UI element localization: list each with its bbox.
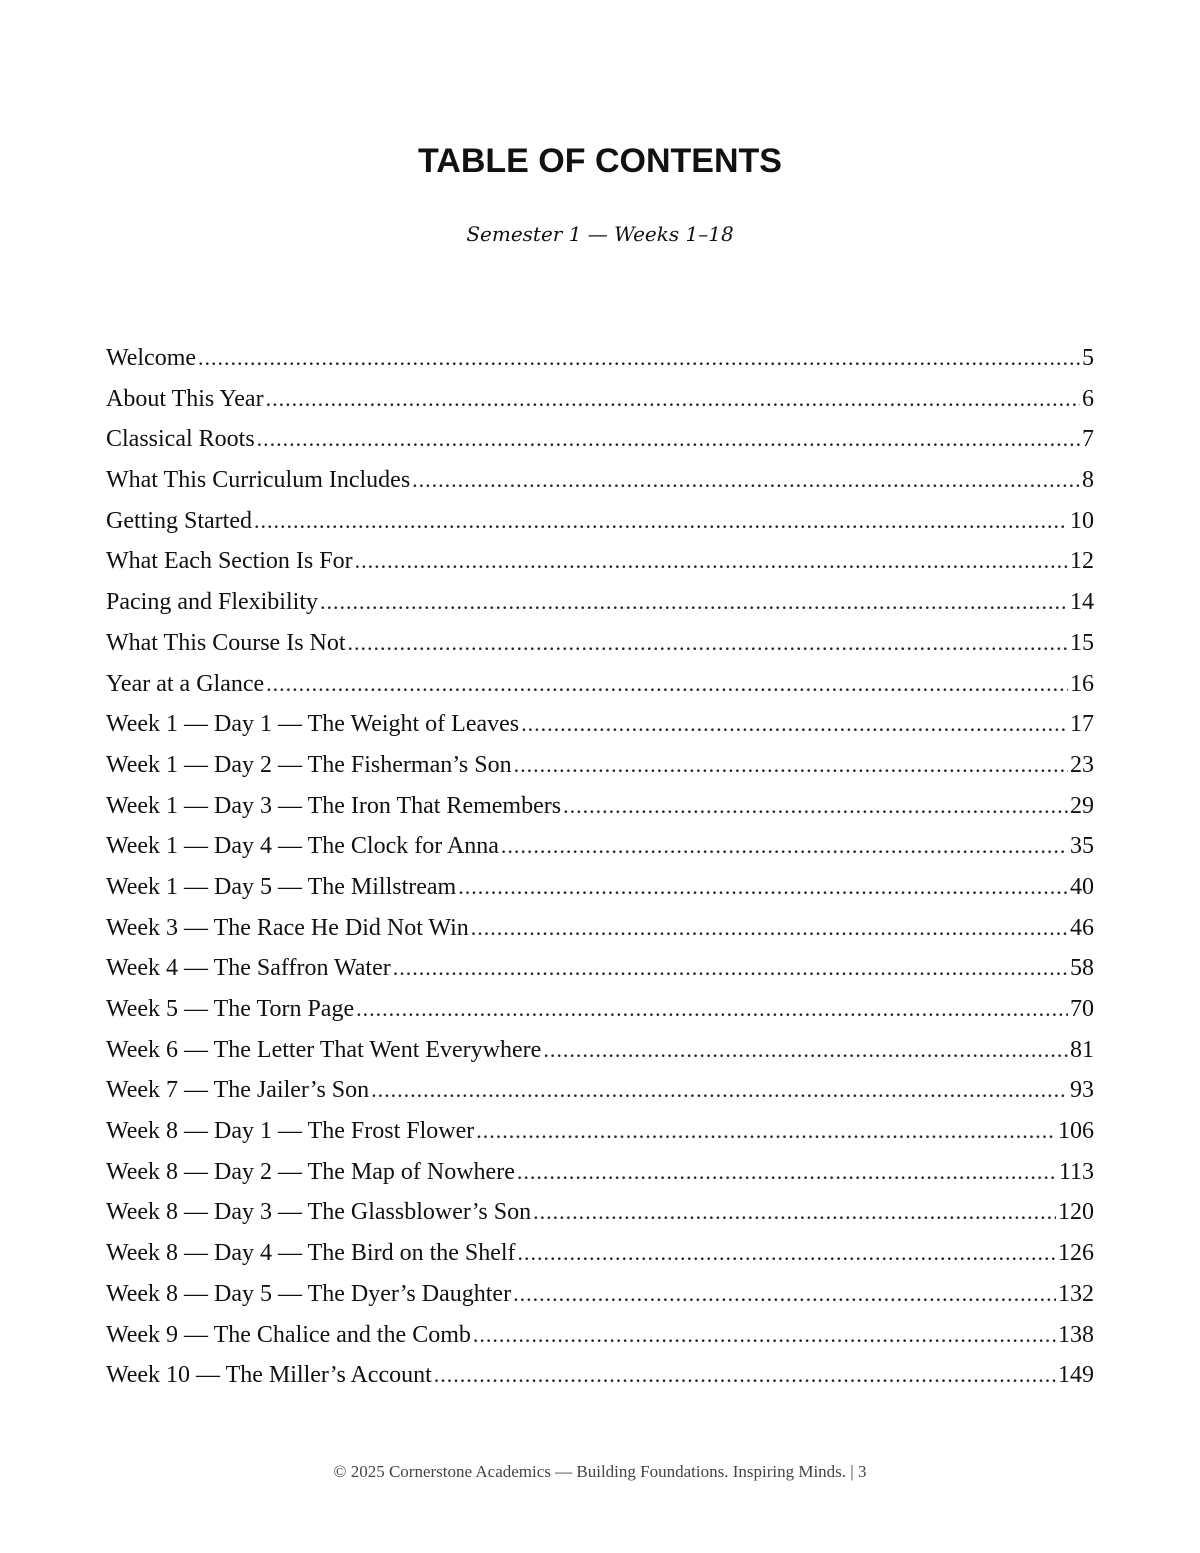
toc-entry[interactable] — [106, 1111, 1094, 1152]
toc-dot-leader — [257, 419, 1080, 460]
toc-entry-title: Classical Roots — [106, 426, 255, 453]
toc-entry-title: Week 1 — Day 3 — The Iron That Remembers — [106, 792, 562, 819]
toc-dot-leader — [517, 1152, 1057, 1193]
toc-entry-title: Week 8 — Day 2 — The Map of Nowhere — [106, 1158, 515, 1185]
toc-entry-page-number: 126 — [1058, 1240, 1094, 1267]
toc-entry-title: What This Curriculum Includes — [106, 467, 411, 494]
toc-entry[interactable] — [106, 1315, 1094, 1356]
toc-entry-title: Week 8 — Day 3 — The Glassblower’s Son — [106, 1199, 532, 1226]
toc-dot-leader — [434, 1355, 1056, 1396]
toc-dot-leader — [473, 1315, 1056, 1356]
toc-entry-title: Getting Started — [106, 507, 252, 534]
toc-dot-leader — [513, 1274, 1056, 1315]
toc-entry-page-number: 8 — [1082, 467, 1094, 494]
toc-entry[interactable] — [106, 989, 1094, 1030]
toc-entry-page-number: 14 — [1070, 589, 1094, 616]
toc-dot-leader — [476, 1111, 1056, 1152]
toc-entry[interactable] — [106, 908, 1094, 949]
toc-entry-page-number: 58 — [1070, 955, 1094, 982]
toc-entry-title: Week 10 — The Miller’s Account — [106, 1362, 432, 1389]
toc-entry[interactable] — [106, 1274, 1094, 1315]
toc-dot-leader — [412, 460, 1080, 501]
toc-entry-title: Week 8 — Day 5 — The Dyer’s Daughter — [106, 1280, 512, 1307]
toc-entry[interactable] — [106, 501, 1094, 542]
toc-dot-leader — [320, 582, 1068, 623]
page-subtitle: Semester 1 — Weeks 1–18 — [466, 222, 734, 246]
toc-entry-page-number: 132 — [1058, 1280, 1094, 1307]
toc-entry-title: Week 6 — The Letter That Went Everywhere — [106, 1036, 542, 1063]
toc-entry[interactable] — [106, 541, 1094, 582]
toc-entry-page-number: 35 — [1070, 833, 1094, 860]
toc-entry-page-number: 113 — [1058, 1158, 1094, 1185]
toc-entry-title: Week 7 — The Jailer’s Son — [106, 1077, 370, 1104]
toc-dot-leader — [543, 1030, 1068, 1071]
toc-entry[interactable] — [106, 1233, 1094, 1274]
toc-entry[interactable] — [106, 704, 1094, 745]
toc-entry[interactable] — [106, 745, 1094, 786]
toc-entry[interactable] — [106, 419, 1094, 460]
toc-entry-page-number: 23 — [1070, 751, 1094, 778]
toc-entry-title: Year at a Glance — [106, 670, 265, 697]
toc-entry-title: Week 1 — Day 1 — The Weight of Leaves — [106, 711, 520, 738]
toc-entry-page-number: 7 — [1082, 426, 1094, 453]
toc-dot-leader — [501, 826, 1068, 867]
toc-entry-page-number: 106 — [1058, 1118, 1094, 1145]
toc-entry-page-number: 149 — [1058, 1362, 1094, 1389]
toc-entry-page-number: 81 — [1070, 1036, 1094, 1063]
toc-entry-page-number: 15 — [1070, 629, 1094, 656]
toc-dot-leader — [533, 1192, 1056, 1233]
toc-dot-leader — [393, 948, 1068, 989]
toc-dot-leader — [198, 338, 1080, 379]
toc-entry-page-number: 12 — [1070, 548, 1094, 575]
toc-entry-page-number: 6 — [1082, 385, 1094, 412]
toc-entry[interactable] — [106, 379, 1094, 420]
toc-dot-leader — [518, 1233, 1056, 1274]
toc-entry[interactable] — [106, 1030, 1094, 1071]
toc-entry-page-number: 120 — [1058, 1199, 1094, 1226]
toc-entry[interactable] — [106, 948, 1094, 989]
toc-entry-page-number: 17 — [1070, 711, 1094, 738]
toc-dot-leader — [371, 1070, 1068, 1111]
toc-entry-page-number: 46 — [1070, 914, 1094, 941]
toc-entry-page-number: 138 — [1058, 1321, 1094, 1348]
toc-entry-title: Week 8 — Day 1 — The Frost Flower — [106, 1118, 475, 1145]
toc-entry-title: Week 1 — Day 4 — The Clock for Anna — [106, 833, 499, 860]
toc-dot-leader — [356, 989, 1068, 1030]
toc-entry-page-number: 10 — [1070, 507, 1094, 534]
toc-dot-leader — [563, 786, 1068, 827]
toc-dot-leader — [514, 745, 1068, 786]
toc-dot-leader — [355, 541, 1068, 582]
toc-entry-title: What Each Section Is For — [106, 548, 353, 575]
toc-entry[interactable] — [106, 867, 1094, 908]
toc-entry-page-number: 70 — [1070, 996, 1094, 1022]
toc-entry[interactable] — [106, 1355, 1094, 1396]
toc-entry-page-number: 40 — [1070, 873, 1094, 900]
toc-entry-title: What This Course Is Not — [106, 629, 346, 656]
toc-dot-leader — [254, 501, 1068, 542]
table-of-contents — [106, 338, 1094, 1396]
toc-entry-title: Week 8 — Day 4 — The Bird on the Shelf — [106, 1240, 516, 1267]
toc-entry-title: Week 1 — Day 5 — The Millstream — [106, 873, 457, 900]
toc-entry-title: About This Year — [106, 385, 264, 412]
toc-entry-page-number: 93 — [1070, 1077, 1094, 1104]
toc-entry-title: Pacing and Flexibility — [106, 589, 318, 616]
toc-entry[interactable] — [106, 1152, 1094, 1193]
toc-entry[interactable] — [106, 338, 1094, 379]
toc-entry-page-number: 29 — [1070, 792, 1094, 819]
toc-entry-page-number: 16 — [1070, 670, 1094, 697]
toc-entry-title: Week 1 — Day 2 — The Fisherman’s Son — [106, 751, 512, 778]
page-footer: © 2025 Cornerstone Academics — Building Foundations. Inspiring Minds. | 3 — [333, 1462, 867, 1481]
toc-entry-title: Welcome — [106, 345, 197, 371]
toc-entry[interactable] — [106, 623, 1094, 664]
toc-entry-title: Week 9 — The Chalice and the Comb — [106, 1321, 471, 1348]
toc-entry[interactable] — [106, 826, 1094, 867]
toc-entry-title: Week 4 — The Saffron Water — [106, 955, 391, 982]
toc-entry[interactable] — [106, 1192, 1094, 1233]
toc-entry[interactable] — [106, 460, 1094, 501]
toc-dot-leader — [348, 623, 1068, 664]
toc-dot-leader — [266, 379, 1080, 420]
toc-entry-title: Week 3 — The Race He Did Not Win — [106, 914, 469, 941]
toc-entry[interactable] — [106, 786, 1094, 827]
toc-entry-page-number: 5 — [1082, 345, 1094, 371]
toc-dot-leader — [471, 908, 1068, 949]
toc-entry[interactable] — [106, 582, 1094, 623]
page-title: TABLE OF CONTENTS — [418, 142, 782, 180]
toc-dot-leader — [458, 867, 1068, 908]
toc-entry-title: Week 5 — The Torn Page — [106, 996, 355, 1022]
toc-dot-leader — [521, 704, 1068, 745]
toc-dot-leader — [266, 664, 1068, 705]
toc-entry[interactable] — [106, 1070, 1094, 1111]
toc-entry[interactable] — [106, 664, 1094, 705]
